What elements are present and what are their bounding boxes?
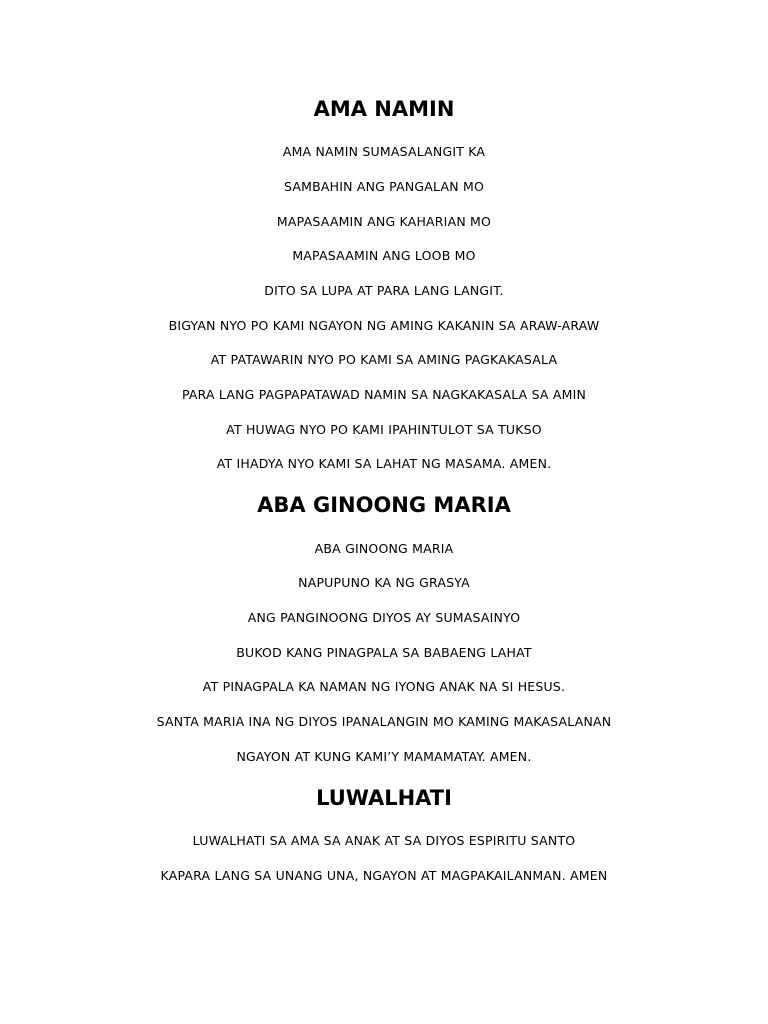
prayer-line: LUWALHATI SA AMA SA ANAK AT SA DIYOS ESPIRITU SANTO bbox=[192, 833, 576, 848]
prayer-line: PARA LANG PAGPAPATAWAD NAMIN SA NAGKAKASALA SA AMIN bbox=[181, 387, 587, 402]
section-title-ama-namin: AMA NAMIN bbox=[313, 97, 455, 121]
prayer-line: KAPARA LANG SA UNANG UNA, NGAYON AT MAGPAKAILANMAN. AMEN bbox=[160, 868, 608, 883]
prayer-line: AT HUWAG NYO PO KAMI IPAHINTULOT SA TUKSO bbox=[226, 422, 542, 437]
prayer-line: NAPUPUNO KA NG GRASYA bbox=[298, 575, 470, 590]
prayer-line: AMA NAMIN SUMASALANGIT KA bbox=[282, 144, 486, 159]
prayer-line: SAMBAHIN ANG PANGALAN MO bbox=[283, 179, 485, 194]
prayer-line: NGAYON AT KUNG KAMI’Y MAMAMATAY. AMEN. bbox=[236, 749, 532, 764]
section-title-aba-ginoong-maria: ABA GINOONG MARIA bbox=[257, 493, 511, 517]
prayer-line: ANG PANGINOONG DIYOS AY SUMASAINYO bbox=[247, 610, 521, 625]
prayer-line: AT PATAWARIN NYO PO KAMI SA AMING PAGKAKASALA bbox=[210, 352, 558, 367]
prayer-line: AT IHADYA NYO KAMI SA LAHAT NG MASAMA. AMEN. bbox=[216, 456, 552, 471]
prayer-line: BUKOD KANG PINAGPALA SA BABAENG LAHAT bbox=[236, 645, 532, 660]
prayer-line: DITO SA LUPA AT PARA LANG LANGIT. bbox=[264, 283, 504, 298]
prayer-line: AT PINAGPALA KA NAMAN NG IYONG ANAK NA SI HESUS. bbox=[202, 679, 566, 694]
prayer-line: MAPASAAMIN ANG KAHARIAN MO bbox=[276, 214, 492, 229]
prayer-line: BIGYAN NYO PO KAMI NGAYON NG AMING KAKANIN SA ARAW-ARAW bbox=[168, 318, 600, 333]
prayer-line: SANTA MARIA INA NG DIYOS IPANALANGIN MO KAMING MAKASALANAN bbox=[156, 714, 612, 729]
prayer-line: MAPASAAMIN ANG LOOB MO bbox=[292, 248, 476, 263]
prayer-line: ABA GINOONG MARIA bbox=[314, 541, 454, 556]
section-title-luwalhati: LUWALHATI bbox=[316, 786, 452, 810]
